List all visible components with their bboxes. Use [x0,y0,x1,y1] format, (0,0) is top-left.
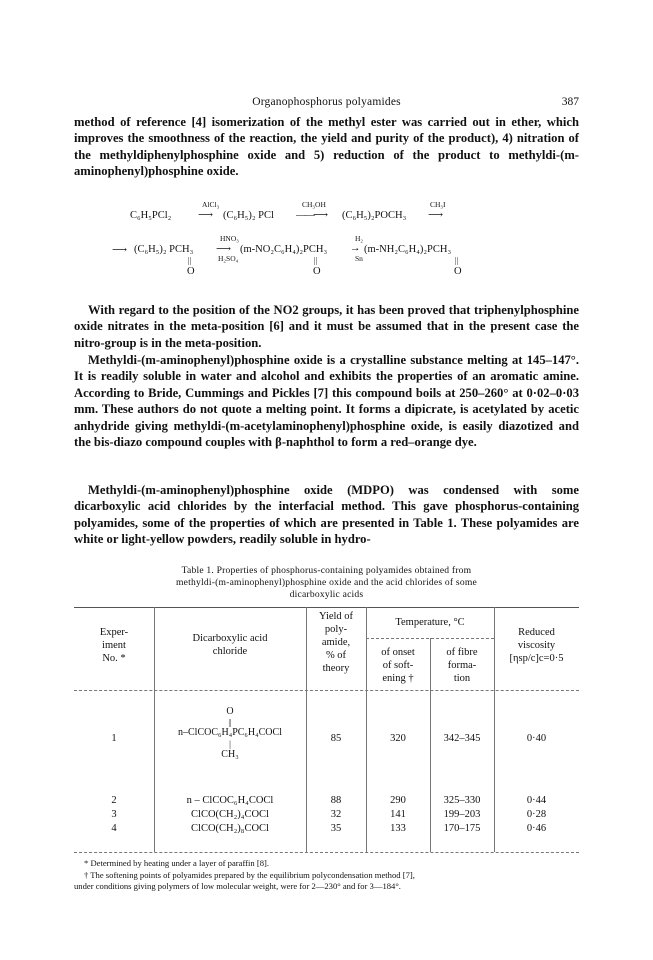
table-caption-line-3: dicarboxylic acids [289,589,364,600]
reaction-scheme-line-1 [130,200,590,230]
row-acid-chloride: ClCO(CH₂)₈COCl [191,823,269,834]
double-bond-icon: || [314,256,318,265]
table-rule-header [74,690,579,691]
scheme-nitro-product: (m-NO₂C₆H₄)₂PCH₃ [240,244,328,255]
scheme-intermediate-1: (C₆H₅)₂ PCl [223,210,274,221]
scheme-arrow3-label: CH₃I [430,200,446,209]
paragraph-2: With regard to the position of the NO2 groups, it has been proved that triphenylphosphine oxide nitrates in the meta-position [6] and it must be assumed that in the present case the nitro-group is in the meta-position. [74,303,579,350]
row-yield: 88 [330,795,342,806]
table-caption-line-2: methyldi-(m-aminophenyl)phosphine oxide and the acid chlorides of some [176,577,477,588]
arrow-icon: ⟶ [428,210,444,221]
arrow-icon: ⟶ [198,210,214,221]
scheme-reactant: C₆H₅PCl₂ [130,210,172,221]
single-bond-icon: | [229,739,231,749]
structure-methyl: CH₃ [221,749,239,760]
row1-acid-structure [154,706,306,761]
row-softening-onset: 290 [390,795,406,806]
row-number: 1 [111,733,117,744]
paragraph-1: method of reference [4] isomerization of the methyl ester was carried out in ether, which improves the smoothness of the reaction, the yield and purity of the product), 4) nitration of the methyldiphenylphosphine oxide and 5) reduction of the product to methyldi-(m-aminophenyl)phosphine oxide. [74,115,579,179]
long-arrow-icon: ——⟶ [296,210,327,221]
header-softening-onset: of onset of soft- ening † [381,647,415,684]
header-acid-chloride: Dicarboxylic acid chloride [192,633,268,657]
header-yield: Yield of poly- amide, % of theory [318,611,354,674]
row-fibre-formation: 199–203 [443,809,481,820]
reaction-scheme-line-2 [112,232,582,282]
header-temperature: Temperature, °C [395,617,465,628]
row-yield: 85 [330,733,342,744]
row-fibre-formation: 325–330 [443,795,481,806]
double-bond-icon: || [455,256,459,265]
paragraph-3: Methyldi-(m-aminophenyl)phosphine oxide is a crystalline substance melting at 145–147°. It is readily soluble in water and alcohol and exhibits the properties of an aromatic amine. According to Bride, Cummings and Pickles [7] this compound boils at 250–260° at 0·02–0·03 mm. These authors do not quote a melting point. It forms a dipicrate, is acetylated by acetic anhydride giving methyldi-(m-acetylaminophenyl)phosphine oxide, is easily diazotized and the bis-diazo compound couples with β-naphthol to form a red–orange dye. [74,353,579,450]
row-softening-onset: 141 [390,809,406,820]
row-viscosity: 0·44 [526,795,547,806]
table-rule-bottom [74,852,579,853]
row-fibre-formation: 342–345 [443,733,481,744]
footnote-1: * Determined by heating under a layer of paraffin [8]. [84,858,270,868]
structure-oxygen: O [226,706,234,717]
arrow-icon: ⟶ [216,244,232,255]
row-viscosity: 0·28 [526,809,547,820]
scheme-nitration-acid: H₂SO₄ [218,254,239,263]
paragraph-4: Methyldi-(m-aminophenyl)phosphine oxide (MDPO) was condensed with some dicarboxylic acid chlorides by the interfacial method. This gave phosphorus-containing polyamides, some of the properties of which are presented in Table 1. These polyamides are white or light-yellow powders, readily soluble in hydro- [74,483,579,547]
double-bond-icon: || [188,256,192,265]
row-softening-onset: 320 [390,733,406,744]
scheme-reduction-reagent: H₂ [355,234,364,243]
page-number: 387 [561,96,579,108]
structure-main-chain: n–ClCOC₆H₄PC₆H₄COCl [178,727,282,738]
running-head [74,96,579,112]
row-viscosity: 0·40 [526,733,547,744]
scheme-arrow2-label: CH₃OH [302,200,326,209]
scheme-reduction-metal: Sn [355,254,363,263]
scheme-intermediate-2: (C₆H₅)₂POCH₃ [342,210,407,221]
row-acid-chloride: n – ClCOC₆H₄COCl [186,795,274,806]
row-yield: 35 [330,823,342,834]
row-yield: 32 [330,809,342,820]
double-bond-icon: || [228,718,232,727]
footnote-2: † The softening points of polyamides prepared by the equilibrium polycondensation method [7], [84,870,415,880]
arrow-icon: → [350,243,361,254]
header-viscosity: Reduced viscosity [ηsp/c]c=0·5 [509,627,564,664]
scheme-phosphine-oxide: (C₆H₅)₂ PCH₃ [134,244,194,255]
table-caption-line-1: Table 1. Properties of phosphorus-containing polyamides obtained from [181,565,472,576]
oxygen-atom: O [454,266,462,277]
scheme-arrow1-label: AlCl₃ [202,200,220,209]
table-rule-top [74,607,579,608]
header-fibre-formation: of fibre forma- tion [446,647,478,684]
row-viscosity: 0·46 [526,823,547,834]
header-experiment: Exper- iment No. * [99,627,129,664]
row-softening-onset: 133 [390,823,406,834]
scheme-nitration-reagent: HNO₃ [220,234,239,243]
row-number: 3 [111,809,117,820]
oxygen-atom: O [187,266,195,277]
scheme-amino-product: (m-NH₂C₆H₄)₂PCH₃ [364,244,452,255]
row-acid-chloride: ClCO(CH₂)₄COCl [191,809,269,820]
oxygen-atom: O [313,266,321,277]
footnote-3: under conditions giving polymers of low molecular weight, were for 2—230° and for 3—184°. [74,881,401,891]
row-number: 2 [111,795,117,806]
row-fibre-formation: 170–175 [443,823,481,834]
arrow-icon: ⟶ [112,245,128,256]
running-title: Organophosphorus polyamides [252,96,401,108]
row-number: 4 [111,823,117,834]
